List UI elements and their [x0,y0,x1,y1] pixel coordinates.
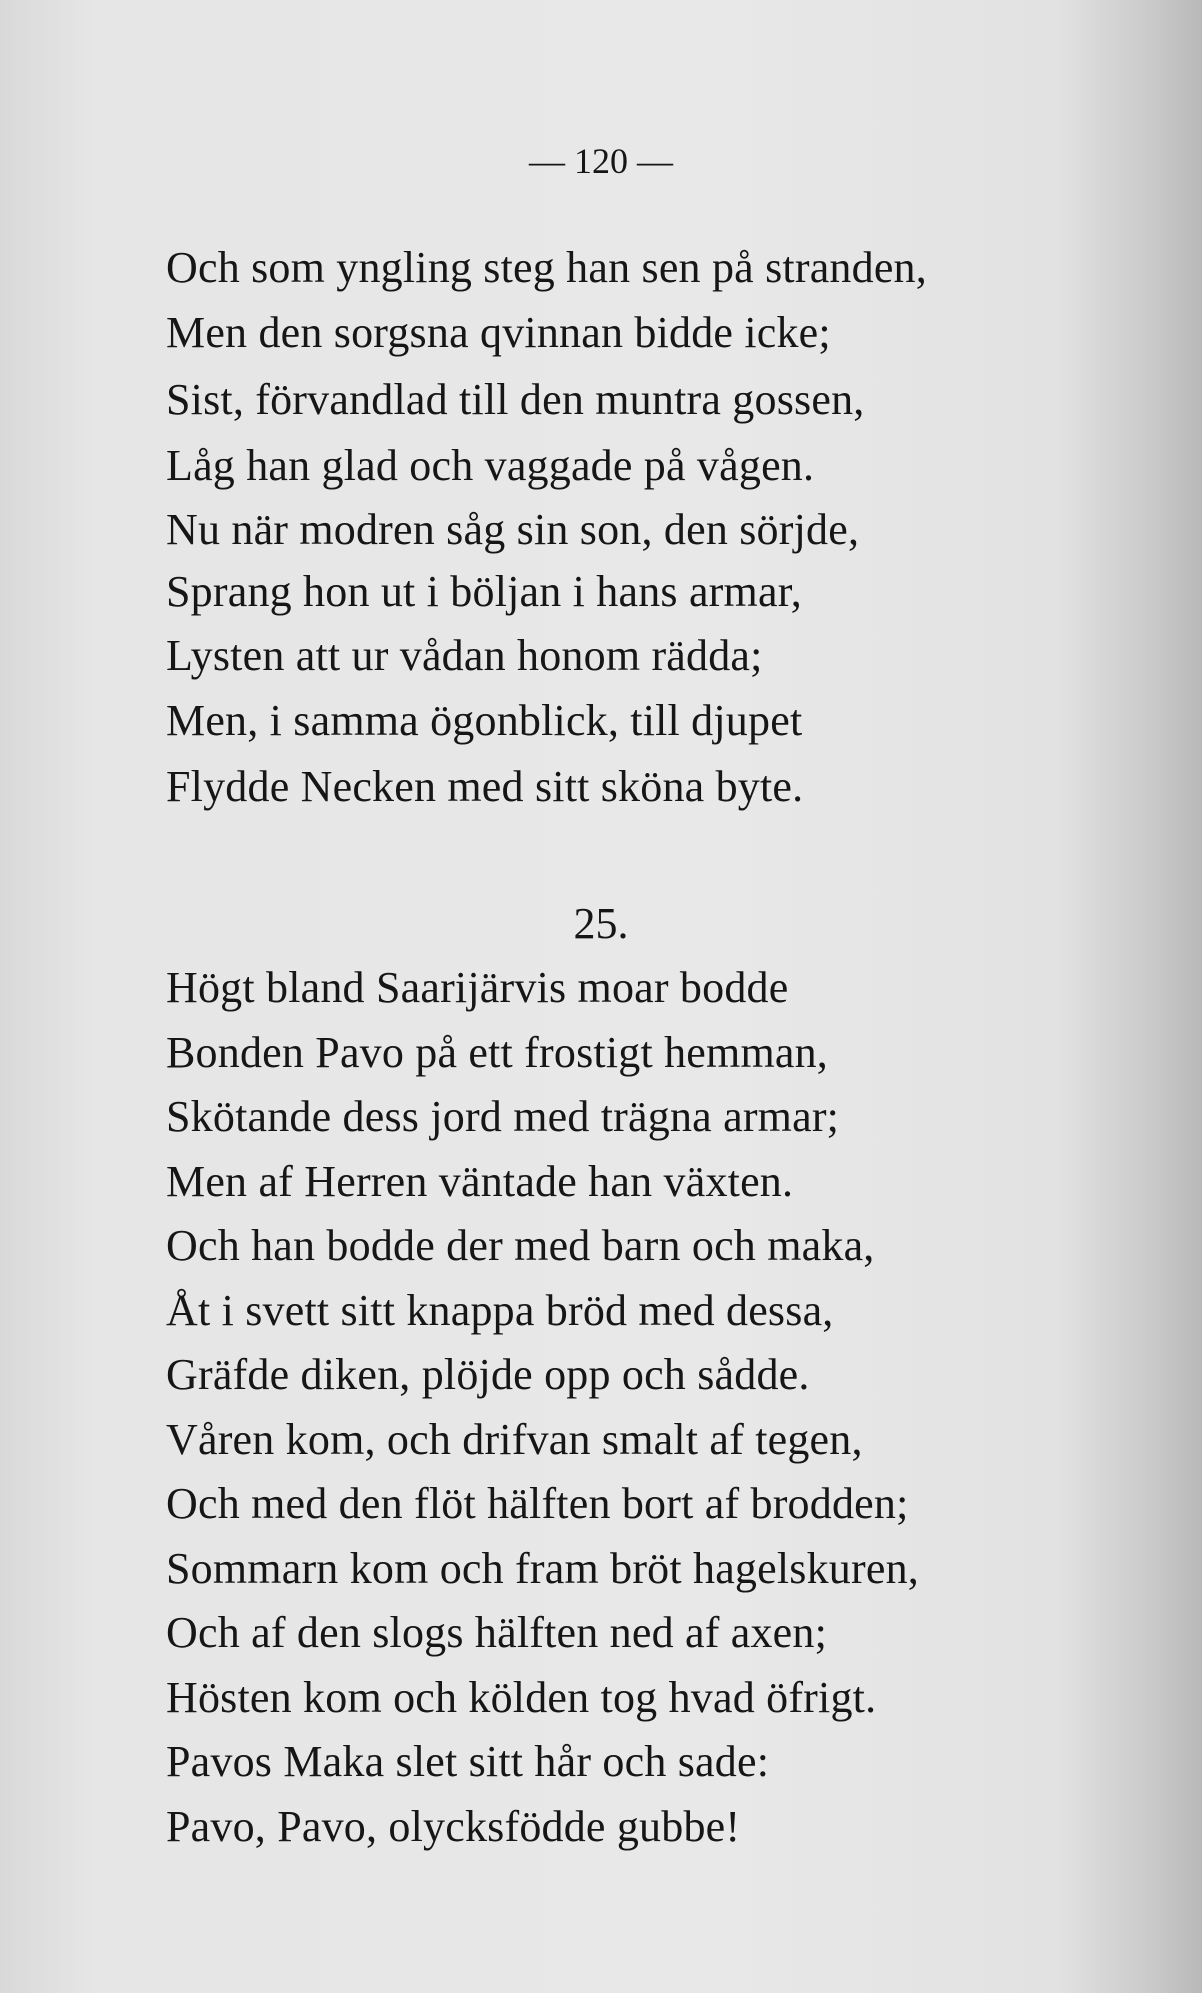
verse-line: Åt i svett sitt knappa bröd med dessa, [166,1285,834,1335]
verse-line: Sommarn kom och fram bröt hagelskuren, [166,1543,919,1593]
verse-line: Nu när modren såg sin son, den sörjde, [166,505,860,554]
verse-line: Bonden Pavo på ett frostigt hemman, [166,1027,828,1077]
verse-line: Och han bodde der med barn och maka, [166,1221,875,1270]
verse-line: Lysten att ur vådan honom rädda; [166,631,763,680]
verse-line: Och som yngling steg han sen på stranden, [166,243,927,292]
verse-line: Högt bland Saarijärvis moar bodde [166,963,789,1012]
verse-line: Sprang hon ut i böljan i hans armar, [166,567,802,616]
verse-line: Flydde Necken med sitt sköna byte. [166,762,804,811]
verse-line: Och med den flöt hälften bort af brodden; [166,1479,909,1528]
verse-line: Pavo, Pavo, olycksfödde gubbe! [166,1801,741,1851]
verse-line: Skötande dess jord med trägna armar; [166,1092,840,1141]
section-number: 25. [573,899,629,948]
verse-line: Hösten kom och kölden tog hvad öfrigt. [166,1672,877,1722]
verse-line: Men den sorgsna qvinnan bidde icke; [166,308,831,357]
verse-line: Låg han glad och vaggade på vågen. [166,441,815,490]
verse-line: Men, i samma ögonblick, till djupet [166,696,803,745]
verse-line: Pavos Maka slet sitt hår och sade: [166,1737,770,1786]
verse-line: Sist, förvandlad till den muntra gossen, [166,375,865,424]
verse-line: Våren kom, och drifvan smalt af tegen, [166,1414,863,1464]
verse-line: Men af Herren väntade han växten. [166,1156,794,1206]
verse-line: Gräfde diken, plöjde opp och sådde. [166,1350,810,1399]
page-number: — 120 — [529,141,673,181]
verse-line: Och af den slogs hälften ned af axen; [166,1608,828,1657]
